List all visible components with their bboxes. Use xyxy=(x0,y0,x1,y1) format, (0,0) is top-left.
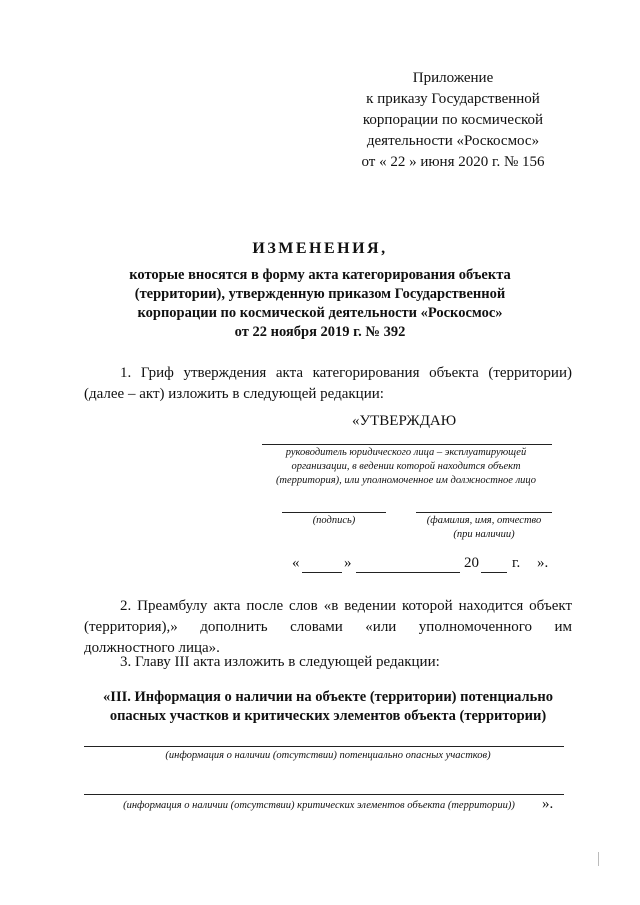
item-1-paragraph: 1. Гриф утверждения акта категорирования объекта (территории) (далее – акт) изложить в следующей редакции: xyxy=(84,365,572,402)
head-caption xyxy=(250,446,562,488)
document-subtitle xyxy=(90,266,550,342)
appendix-date-number: от « 22 » июня 2020 г. № 156 xyxy=(361,154,545,170)
approval-heading: «УТВЕРЖДАЮ xyxy=(352,413,457,429)
head-caption-line: (территория), или уполномоченное им должностное лицо xyxy=(275,475,537,486)
item-3-paragraph: 3. Главу III акта изложить в следующей редакции: xyxy=(120,654,440,670)
section-title xyxy=(84,688,572,726)
name-caption-line: (при наличии) xyxy=(453,529,515,540)
section-end-mark: ». xyxy=(542,796,554,812)
critical-elements-line xyxy=(84,794,564,795)
item-2-paragraph: 2. Преамбулу акта после слов «в ведении которой находится объект (территория),» дополнить словами «или уполномоченного им должностного лица». xyxy=(84,598,572,656)
appendix-activity: деятельности «Роскосмос» xyxy=(366,133,540,149)
year-blank xyxy=(481,572,507,573)
document-title: ИЗМЕНЕНИЯ, xyxy=(252,240,388,257)
date-close-quote: » xyxy=(344,555,352,571)
subtitle-line: от 22 ноября 2019 г. № 392 xyxy=(234,324,406,340)
section-title-line: опасных участков и критических элементов объекта (территории) xyxy=(109,708,547,724)
appendix-label: Приложение xyxy=(412,70,494,86)
year-prefix: 20 xyxy=(464,555,479,571)
head-signature-line xyxy=(262,444,552,445)
appendix-order-ref: к приказу Государственной xyxy=(366,91,540,107)
approval-end-mark: ». xyxy=(537,555,549,571)
appendix-corporation: корпорации по космической xyxy=(362,112,544,128)
hazard-sites-caption: (информация о наличии (отсутствии) потенциально опасных участков) xyxy=(165,750,491,761)
date-open-quote: « xyxy=(292,555,300,571)
day-blank xyxy=(302,572,342,573)
subtitle-line: (территории), утвержденную приказом Государственной xyxy=(134,286,506,302)
scan-mark xyxy=(598,852,599,866)
head-caption-line: руководитель юридического лица – эксплуатирующей xyxy=(285,447,527,458)
name-caption xyxy=(408,514,560,542)
appendix-block xyxy=(338,68,568,173)
section-title-line: «III. Информация о наличии на объекте (территории) потенциально xyxy=(103,689,553,705)
name-line xyxy=(416,512,552,513)
signature-caption: (подпись) xyxy=(312,515,356,526)
month-blank xyxy=(356,572,460,573)
name-caption-line: (фамилия, имя, отчество xyxy=(426,515,542,526)
head-caption-line: организации, в ведении которой находится объект xyxy=(291,461,521,472)
critical-elements-caption: (информация о наличии (отсутствии) критических элементов объекта (территории)) xyxy=(123,800,515,811)
subtitle-line: корпорации по космической деятельности «Роскосмос» xyxy=(137,305,503,321)
year-suffix: г. xyxy=(512,555,521,571)
hazard-sites-line xyxy=(84,746,564,747)
signature-line xyxy=(282,512,386,513)
subtitle-line: которые вносятся в форму акта категорирования объекта xyxy=(129,267,511,283)
